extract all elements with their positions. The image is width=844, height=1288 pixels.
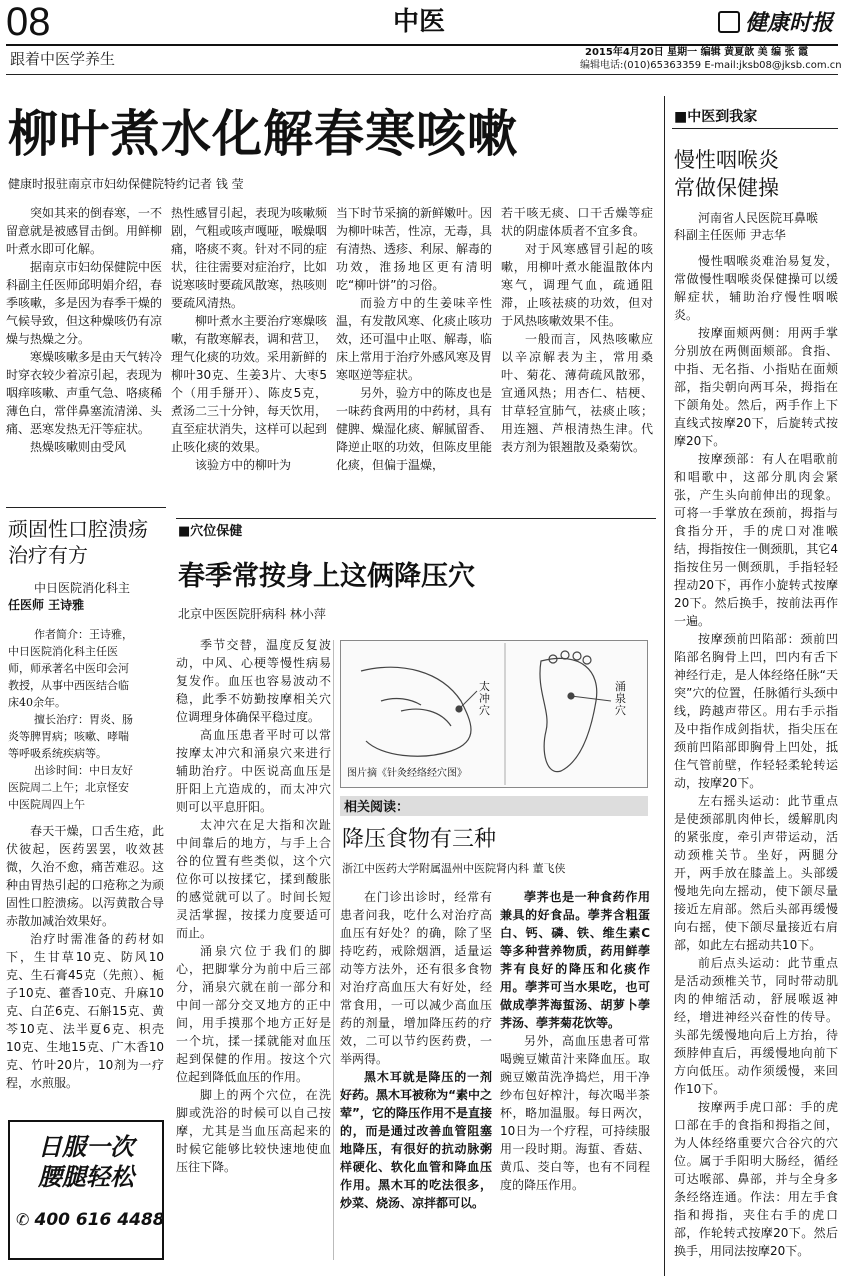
related-label-bar (340, 796, 648, 816)
related-col-2 (500, 888, 650, 1194)
byline: 健康时报驻南京市妇幼保健院特约记者 钱 莹 (8, 177, 244, 191)
intro-line: 教授，从事中西医结合临 (8, 679, 129, 692)
paragraph: 前后点头运动：此节重点是活动颈椎关节，同时带动肌肉的伸缩活动，舒展喉返神经，增进神经兴奋性的传导。头部先缓慢地向后上方抬，待颈脖伸直后，再缓慢地向前下方向低压。动作须缓慢，来回作10下。 (674, 956, 838, 1096)
ad-headline: 日服一次 (38, 1133, 134, 1161)
paragraph: 寒燥咳嗽多是由天气转冷时穿衣较少着凉引起，表现为咽痒咳嗽、声重气急、咯痰稀薄色白，常伴鼻塞流清涕、头痛、恶寒发热无汗等症状。 (6, 350, 163, 436)
figure-label-taichong: 太冲穴 (479, 680, 490, 717)
column-divider (664, 96, 665, 1276)
paragraph: 按摩颈部：有人在唱歌前和唱歌中，这部分肌肉会紧张，产生头向前伸出的现象。可将一手掌放在颈前，拇指与食指分开，手的虎口对准喉结，拇指按住一侧颈肌，其它4指按住另一侧颈肌，手指轻轻捏动20下，再作小旋转式按摩20下。然后换手，按前法再作一遍。 (674, 452, 838, 628)
acupoint-title: 春季常按身上这俩降压穴 (178, 561, 475, 592)
paragraph: 热燥咳嗽则由受风 (30, 440, 127, 454)
paragraph: 治疗时需准备的药材如下，生甘草10克、防风10克、生石膏45克（先煎）、栀子10克、藿香10克、升麻10克、白芷6克、石斛15克、黄芩10克、法半夏6克、枳壳10克、生地15克、广木香10克、竹叶20片，10剂为一疗程，水煎服。 (6, 932, 164, 1090)
paragraph: 慢性咽喉炎难治易复发，常做慢性咽喉炎保健操可以缓解症状，辅助治疗慢性咽喉炎。 (674, 254, 838, 322)
ad-phone-row (16, 1210, 165, 1230)
acupoint-byline: 北京中医医院肝病科 林小萍 (178, 607, 326, 621)
main-col-1 (6, 204, 162, 456)
sidebar-right-title (674, 146, 840, 202)
title-line: 慢性咽喉炎 (674, 148, 779, 172)
intro-line: 出诊时间：中日友好 (34, 764, 133, 777)
related-title: 降压食物有三种 (342, 827, 497, 852)
sidebar-right-label: ■中医到我家 (674, 109, 758, 125)
paragraph: 按摩颈前凹陷部：颈前凹陷部名胸骨上凹，凹内有舌下神经行走，是人体经络任脉“天突”穴的位置，任脉循行头颈中线，跨越声带区。用右手示指及中指作成剑指状，指尖压在颈前凹陷部即胸骨上凹处，抵住气管前壁，作轻轻柔轮转运动，按摩20下。 (674, 632, 838, 790)
contact-line: 编辑电话:(010)65363359 E-mail:jksb08@jksb.com.cn (580, 60, 842, 71)
byline-line: 任医师 王诗雅 (8, 598, 85, 612)
paragraph: 左右摇头运动：此节重点是使颈部肌肉伸长，缓解肌肉的紧张度，牵引声带运动，活动颈椎关节。坐好，两腿分开，两手放在膝盖上。头部缓慢地先向左摇动，使下颌尽量接近左肩部。然后头部再缓慢向右摇，使下颌尽量接近右肩部，如此左右摇动共10下。 (674, 794, 838, 952)
sidebar-left-body (6, 822, 164, 1092)
paragraph: 突如其来的倒春寒，一不留意就是被感冒击倒。用鲜柳叶煮水即可化解。 (6, 206, 163, 256)
byline-line: 中日医院消化科主 (34, 581, 131, 595)
date-line: 2015年4月20日 星期一 编辑 黄夏歆 美 编 张 霞 (585, 47, 809, 58)
intro-line: 师，师承著名中医印会河 (8, 662, 129, 675)
paragraph: 若干咳无痰、口干舌燥等症状的阴虚体质者不宜多食。 (501, 206, 653, 238)
section-title: 中医 (393, 7, 446, 37)
sidebar-right-byline (674, 210, 840, 244)
foot-sole-icon (540, 651, 597, 772)
hand-on-foot-icon (361, 667, 471, 756)
paper-name: 健康时报 (745, 10, 834, 36)
header-rule-bottom (6, 74, 838, 75)
figure-caption: 图片摘《针灸经络经穴图》 (347, 768, 467, 779)
paragraph: 该验方中的柳叶为 (195, 458, 292, 472)
paragraph: 按摩两手虎口部：手的虎口部在手的食指和拇指之间，为人体经络重要穴合谷穴的穴位。属于手阳明大肠经，循经可达喉部、鼻部，并与全身多条经络连通。作法：用左手食指和拇指，夹住右手的虎口部，作轮转式按摩20下。然后换手，用同法按摩20下。 (674, 1100, 838, 1258)
advertisement (8, 1120, 164, 1260)
main-col-4 (501, 204, 653, 456)
intro-line: 中日医院消化科主任医 (8, 645, 118, 658)
related-byline: 浙江中医药大学附属温州中医院肾内科 董飞侠 (342, 862, 566, 875)
acupoint-section-label: ■穴位保健 (178, 524, 243, 539)
acupoint-figure (340, 640, 648, 788)
sidebar-left-title (8, 516, 168, 568)
main-col-3 (336, 204, 492, 474)
paragraph: 黑木耳就是降压的一剂好药。黑木耳被称为“素中之荤”，它的降压作用不是直接的，而是通过改善血管阻塞地降压，有很好的抗动脉粥样硬化、软化血管和降血压作用。黑木耳的吃法很多，炒菜、烧汤、凉拌都可以。 (340, 1070, 492, 1210)
intro-line: 等呼吸系统疾病等。 (8, 747, 107, 760)
paper-logo (718, 6, 838, 36)
title-line: 常做保健操 (674, 176, 779, 200)
intro-line: 医院周二上午；北京怪安 (8, 781, 129, 794)
paragraph: 当下时节采摘的新鲜嫩叶。因为柳叶味苦，性凉，无毒，具有清热、透疹、利尿、解毒的功效，淮扬地区更有清明吃“柳叶饼”的习俗。 (336, 206, 493, 292)
paragraph: 涌泉穴位于我们的脚心，把脚掌分为前中后三部分，涌泉穴就在前一部分和中间一部分交叉地方的正中间，用手摸那个地方正好是一个坑，揉一揉就能对血压起到保健的作用。按这个穴位起到降低血压的作用。 (176, 944, 331, 1084)
page-number: 08 (6, 0, 51, 44)
sidebar-left-title-line: 顽固性口腔溃疡 (8, 517, 148, 541)
paragraph: 柳叶煮水主要治疗寒燥咳嗽，有散寒解表，调和营卫，理气化痰的功效。采用新鲜的柳叶30克、生姜3片、大枣5个（用手掰开）、陈皮5克，煮汤二三十分钟，每天饮用，直至症状消失，这样可以起到止咳化痰的效果。 (171, 314, 328, 454)
paragraph: 据南京市妇幼保健院中医科副主任医师邱明娟介绍，春季咳嗽，多是因为春季干燥的气候导致，但这种燥咳仍有凉燥与热燥之分。 (6, 260, 163, 346)
divider (672, 128, 838, 129)
paragraph: 另外，验方中的陈皮也是一味药食两用的中药材，具有健脾、燥湿化痰、解腻留香、降逆止呕的功效，但陈皮里能化痰，但偏于温燥， (336, 386, 493, 472)
byline-line: 科副主任医师 尹志华 (674, 228, 786, 242)
related-col-1 (340, 888, 492, 1212)
sidebar-right-body (674, 252, 838, 1260)
paragraph: 对于风寒感冒引起的咳嗽，用柳叶煮水能温散体内寒气，调理气血，疏通阻滞，止咳祛痰的功效，但对于风热咳嗽效果不佳。 (501, 242, 653, 328)
acupoint-body (176, 636, 331, 1176)
main-col-2 (171, 204, 327, 474)
figure-label-yongquan: 涌泉穴 (615, 680, 626, 717)
intro-line: 中医院周四上午 (8, 798, 85, 811)
paragraph: 热性感冒引起，表现为咳嗽频剧，气粗或咳声嘎哑，喉燥咽痛，咯痰不爽。针对不同的症状，往往需要对症治疗，比如说寒咳时要疏风散寒，热咳则要疏风清热。 (171, 206, 328, 310)
paragraph: 在门诊出诊时，经常有患者问我，吃什么对治疗高血压有好处？的确，除了坚持吃药，戒除烟酒，适量运动等方法外，还有很多食物对治疗高血压大有好处，经常食用，一可以减少高血压药的剂量，增加降压药的疗效，二可以节约医药费，一举两得。 (340, 890, 492, 1066)
sidebar-left-byline (8, 580, 168, 614)
column-divider (333, 640, 334, 1260)
author-intro (8, 626, 168, 813)
paragraph: 而验方中的生姜味辛性温，有发散风寒、化痰止咳功效，还可温中止呕、解毒，临床上常用于治疗外感风寒及胃寒呕逆等症状。 (336, 296, 493, 382)
divider (176, 518, 656, 519)
paragraph: 一般而言，风热咳嗽应以辛凉解表为主，常用桑叶、菊花、薄荷疏风散邪，宣通风热；用杏仁、桔梗、甘草轻宣肺气，祛痰止咳；用连翘、芦根清热生津。代表方剂为银翘散及桑菊饮。 (501, 332, 653, 454)
paragraph: 春天干燥，口舌生疮，此伏彼起，医药罢罢，收效甚微，久治不愈，痛苦难忍。这种由胃热引起的口疮称之为顽固性口腔溃疡。以泻黄散合导赤散加减治效果好。 (6, 824, 164, 928)
divider (6, 507, 166, 508)
sidebar-left-title-line: 治疗有方 (8, 543, 88, 567)
paragraph: 按摩面颊两侧：用两手掌分别放在两侧面颊部。食指、中指、无名指、小指贴在面颊部，指尖朝向两耳朵，拇指在下颌角处。然后，两手作上下直线式按摩20下，后旋转式按摩20下。 (674, 326, 838, 448)
logo-mark-icon (718, 11, 740, 33)
foot-illustration (341, 641, 647, 787)
ad-headline: 腰腿轻松 (38, 1163, 134, 1191)
intro-line: 作者简介：王诗雅， (34, 628, 133, 641)
header-rule (6, 44, 838, 46)
page-tagline: 跟着中医学养生 (10, 50, 116, 68)
paragraph: 脚上的两个穴位，在洗脚或洗浴的时候可以自己按摩，尤其是当血压高起来的时候它能够比较快速地使血压往下降。 (176, 1088, 331, 1174)
paragraph: 太冲穴在足大指和次趾中间靠后的地方，与手上合谷的位置有些类似，这个穴位你可以按揉它，揉到酸胀的感觉就可以了。时间长短灵活掌握，按揉力度要适可而止。 (176, 818, 331, 940)
headline: 柳叶煮水化解春寒咳嗽 (8, 104, 518, 163)
paragraph: 季节交替，温度反复波动，中风、心梗等慢性病易复发作。血压也容易波动不稳，此季不妨勤按摩相关穴位调理身体确保平稳过度。 (176, 638, 331, 724)
byline-line: 河南省人民医院耳鼻喉 (698, 211, 819, 225)
intro-line: 床40余年。 (8, 696, 66, 709)
paragraph: 荸荠也是一种食药作用兼具的好食品。荸荠含粗蛋白、钙、磷、铁、维生素C等多种营养物质，药用鲜荸荠有良好的降压和化痰作用。荸荠可当水果吃，也可做成荸荠海蜇汤、胡萝卜荸荠汤、荸荠菊花饮等。 (500, 890, 650, 1030)
intro-line: 擅长治疗：胃炎、肠 (34, 713, 133, 726)
ad-phone: 400 616 4488 (34, 1210, 165, 1230)
intro-line: 炎等脾胃病；咳嗽、哮喘 (8, 730, 129, 743)
paragraph: 高血压患者平时可以常按摩太冲穴和涌泉穴来进行辅助治疗。中医说高血压是肝阳上亢造成的，而太冲穴则可以平息肝阳。 (176, 728, 331, 814)
paragraph: 另外，高血压患者可常喝豌豆嫩苗汁来降血压。取豌豆嫩苗洗净捣烂，用干净纱布包好榨汁，每次喝半茶杯，略加温服。每日两次，10日为一个疗程，可持续服用一段时期。海蜇、香菇、黄瓜、茭白等，也有不同程度的降压作用。 (500, 1034, 650, 1192)
phone-icon: ✆ (16, 1210, 30, 1229)
related-label: 相关阅读： (344, 800, 410, 815)
